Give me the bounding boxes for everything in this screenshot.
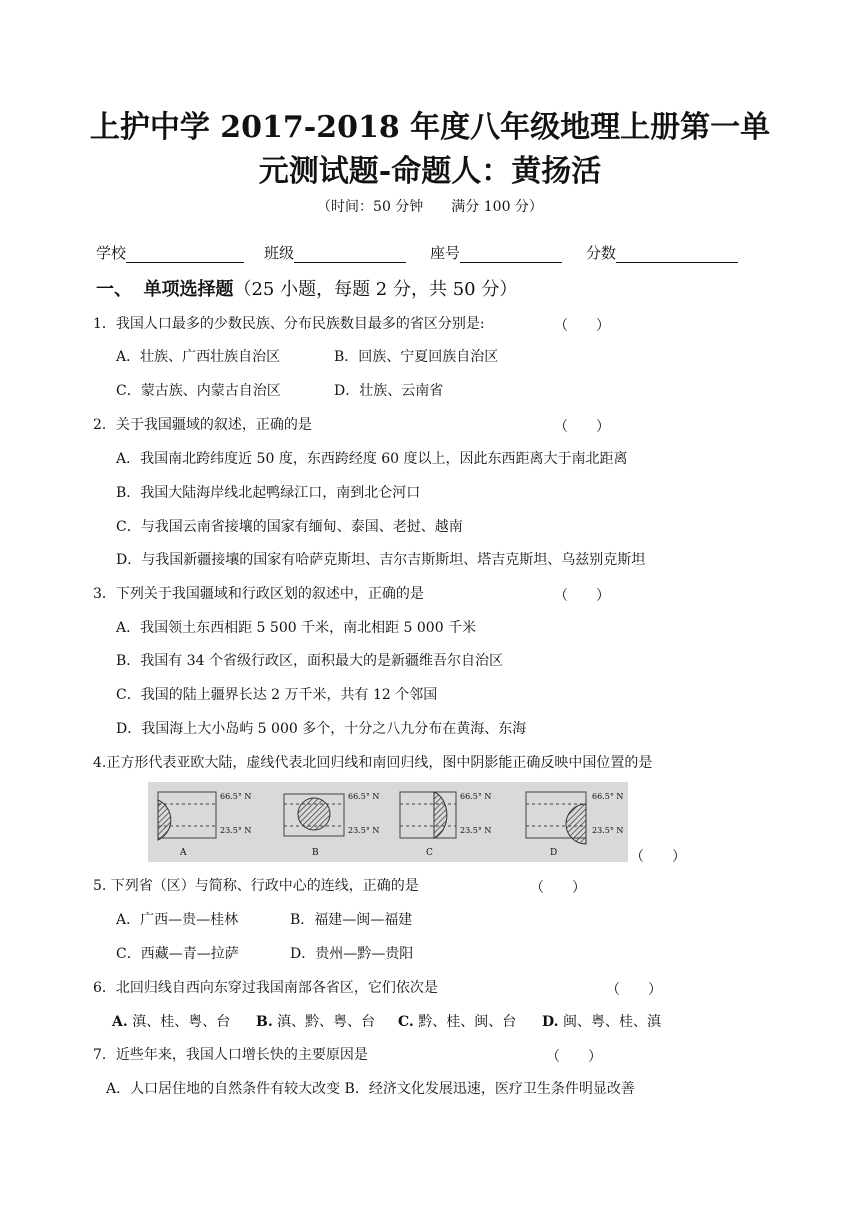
question-3-option-d[interactable]: D．我国海上大小岛屿 5 000 多个，十分之八九分布在黄海、东海 xyxy=(116,721,527,737)
question-4-answer-blank[interactable]: （ ） xyxy=(630,849,686,865)
score-blank[interactable] xyxy=(616,246,738,263)
question-3-option-b[interactable]: B．我国有 34 个省级行政区，面积最大的是新疆维吾尔自治区 xyxy=(116,653,504,669)
school-blank[interactable] xyxy=(126,246,244,263)
question-2-option-a[interactable]: A．我国南北跨纬度近 50 度，东西跨经度 60 度以上，因此东西距离大于南北距离 xyxy=(116,451,628,467)
question-7-options-ab[interactable]: A．人口居住地的自然条件有较大改变 B．经济文化发展迅速，医疗卫生条件明显改善 xyxy=(106,1081,635,1097)
panel-a-label: A xyxy=(180,848,187,858)
question-5-option-c[interactable]: C．西藏—青—拉萨 xyxy=(116,946,239,962)
figure-panel-d[interactable] xyxy=(516,782,636,862)
section-heading xyxy=(96,275,517,301)
question-5-answer-blank[interactable]: （ ） xyxy=(530,880,586,896)
q6-b-letter: B. xyxy=(256,1014,273,1030)
figure-panel-a[interactable] xyxy=(148,782,268,862)
section-note: （25 小题，每题 2 分，共 50 分） xyxy=(233,279,518,300)
seat-field[interactable] xyxy=(430,242,562,263)
panel-b-label: B xyxy=(312,848,319,858)
figure-panel-c[interactable] xyxy=(394,782,514,862)
class-blank[interactable] xyxy=(294,246,406,263)
score-label: 分数 xyxy=(586,244,617,262)
question-3-answer-blank[interactable]: （ ） xyxy=(554,588,610,604)
panel-c-lat-south: 23.5° N xyxy=(460,826,492,835)
panel-c-graphic xyxy=(394,782,514,862)
q6-a-text: 滇、桂、粤、台 xyxy=(132,1014,231,1030)
question-7-answer-blank[interactable]: （ ） xyxy=(546,1049,602,1065)
question-2-option-b[interactable]: B．我国大陆海岸线北起鸭绿江口，南到北仑河口 xyxy=(116,485,421,501)
question-3-option-a[interactable]: A．我国领土东西相距 5 500 千米，南北相距 5 000 千米 xyxy=(116,620,477,636)
question-2-option-c[interactable]: C．与我国云南省接壤的国家有缅甸、泰国、老挝、越南 xyxy=(116,519,463,535)
class-field[interactable] xyxy=(264,242,406,263)
panel-c-lat-north: 66.5° N xyxy=(460,792,492,801)
question-5-option-d[interactable]: D．贵州—黔—贵阳 xyxy=(290,946,414,962)
figure-panel-b[interactable] xyxy=(272,782,392,862)
question-6-option-c[interactable] xyxy=(398,1013,516,1031)
q6-c-letter: C. xyxy=(398,1014,414,1030)
question-3-stem: 3．下列关于我国疆域和行政区划的叙述中，正确的是 xyxy=(93,586,424,602)
score-field[interactable] xyxy=(586,242,738,263)
question-4-figure xyxy=(148,782,628,862)
panel-a-lat-south: 23.5° N xyxy=(220,826,252,835)
question-6-option-d[interactable] xyxy=(542,1013,661,1031)
question-6-stem: 6．北回归线自西向东穿过我国南部各省区，它们依次是 xyxy=(93,980,438,996)
panel-d-label: D xyxy=(550,848,558,858)
panel-c-label: C xyxy=(426,848,433,858)
panel-a-lat-north: 66.5° N xyxy=(220,792,252,801)
q6-d-text: 闽、粤、桂、滇 xyxy=(562,1014,661,1030)
class-label: 班级 xyxy=(264,244,295,262)
section-number: 一、 xyxy=(96,279,132,300)
q6-a-letter: A. xyxy=(112,1014,128,1030)
question-2-stem: 2．关于我国疆域的叙述，正确的是 xyxy=(93,417,312,433)
question-4-stem: 4.正方形代表亚欧大陆，虚线代表北回归线和南回归线，图中阴影能正确反映中国位置的是 xyxy=(93,755,653,771)
question-5-option-a[interactable]: A．广西—贵—桂林 xyxy=(116,912,239,928)
exam-subtitle: （时间：50 分钟 满分 100 分） xyxy=(317,199,543,215)
panel-d-lat-south: 23.5° N xyxy=(592,826,624,835)
seat-label: 座号 xyxy=(430,244,461,262)
school-label: 学校 xyxy=(96,244,127,262)
question-6-option-a[interactable] xyxy=(112,1013,230,1031)
seat-blank[interactable] xyxy=(460,246,562,263)
question-7-stem: 7．近些年来，我国人口增长快的主要原因是 xyxy=(93,1047,368,1063)
q6-d-letter: D. xyxy=(542,1014,559,1030)
question-1-stem: 1．我国人口最多的少数民族、分布民族数目最多的省区分别是: xyxy=(93,316,485,332)
question-5-option-b[interactable]: B．福建—闽—福建 xyxy=(290,912,413,928)
question-5-stem: 5. 下列省（区）与简称、行政中心的连线，正确的是 xyxy=(93,878,419,894)
panel-b-lat-north: 66.5° N xyxy=(348,792,380,801)
question-6-answer-blank[interactable]: （ ） xyxy=(606,982,662,998)
question-3-option-c[interactable]: C．我国的陆上疆界长达 2 万千米，共有 12 个邻国 xyxy=(116,687,438,703)
panel-b-lat-south: 23.5° N xyxy=(348,826,380,835)
panel-d-lat-north: 66.5° N xyxy=(592,792,624,801)
question-1-option-d[interactable]: D．壮族、云南省 xyxy=(334,383,444,399)
question-1-option-c[interactable]: C．蒙古族、内蒙古自治区 xyxy=(116,383,281,399)
question-1-option-b[interactable]: B．回族、宁夏回族自治区 xyxy=(334,349,499,365)
section-title: 单项选择题 xyxy=(143,279,234,300)
question-2-answer-blank[interactable]: （ ） xyxy=(554,419,610,435)
page-title-line1: 上护中学 2017-2018 年度八年级地理上册第一单 xyxy=(89,110,771,145)
page-title-line2: 元测试题-命题人：黄扬活 xyxy=(258,154,602,189)
question-1-option-a[interactable]: A．壮族、广西壮族自治区 xyxy=(116,349,281,365)
question-6-option-b[interactable] xyxy=(256,1013,375,1031)
question-1-answer-blank[interactable]: （ ） xyxy=(554,318,610,334)
question-2-option-d[interactable]: D．与我国新疆接壤的国家有哈萨克斯坦、吉尔吉斯斯坦、塔吉克斯坦、乌兹别克斯坦 xyxy=(116,552,646,568)
school-field[interactable] xyxy=(96,242,244,263)
q6-b-text: 滇、黔、粤、台 xyxy=(277,1014,376,1030)
q6-c-text: 黔、桂、闽、台 xyxy=(418,1014,517,1030)
